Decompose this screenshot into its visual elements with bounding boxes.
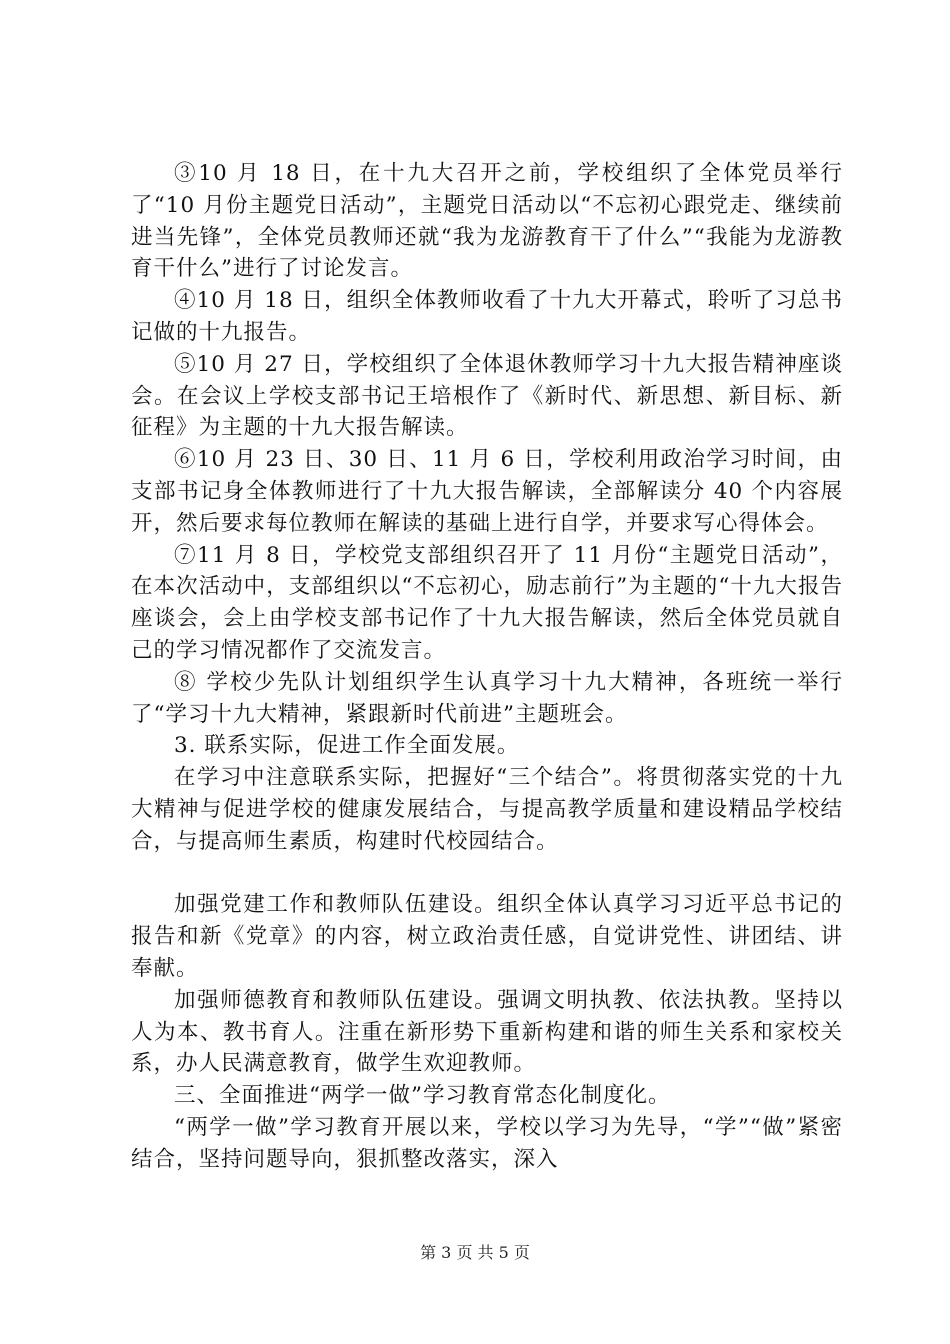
paragraph-teacher-ethics: 加强师德教育和教师队伍建设。强调文明执教、依法执教。坚持以人为本、教书育人。注重在新形势下重新构建和谐的师生关系和家校关系，办人民满意教育，做学生欢迎教师。 (131, 987, 843, 1077)
document-body (131, 158, 843, 1176)
section-heading-three: 三、全面推进“两学一做”学习教育常态化制度化。 (174, 1083, 671, 1109)
paragraph-item-7: ⑦11 月 8 日，学校党支部组织召开了 11 月份“主题党日活动”，在本次活动中，支部组织以“不忘初心，励志前行”为主题的“十九大报告座谈会，会上由学校支部书记作了十九大报告解读，然后全体党员就自己的学习情况都作了交流发言。 (131, 542, 843, 663)
paragraph-item-8: ⑧ 学校少先队计划组织学生认真学习十九大精神，各班统一举行了“学习十九大精神，紧跟新时代前进”主题班会。 (131, 669, 843, 727)
paragraph-item-4: ④10 月 18 日，组织全体教师收看了十九大开幕式，聆听了习总书记做的十九报告。 (131, 288, 843, 345)
paragraph-party-building: 加强党建工作和教师队伍建设。组织全体认真学习习近平总书记的报告和新《党章》的内容，树立政治责任感，自觉讲党性、讲团结、讲奉献。 (131, 892, 843, 981)
page-footer: 第 3 页 共 5 页 (420, 1243, 530, 1262)
section-heading-3: 3. 联系实际，促进工作全面发展。 (174, 733, 520, 759)
paragraph-two-studies: “两学一做”学习教育开展以来，学校以学习为先导，“学”“做”紧密结合，坚持问题导向，狠抓整改落实，深入 (131, 1114, 843, 1172)
paragraph-item-6: ⑥10 月 23 日、30 日、11 月 6 日，学校利用政治学习时间，由支部书记身全体教师进行了十九大报告解读，全部解读分 40 个内容展开，然后要求每位教师在解读的基础上进行自学，并要求写心得体会。 (131, 447, 843, 536)
paragraph-item-5: ⑤10 月 27 日，学校组织了全体退休教师学习十九大报告精神座谈会。在会议上学校支部书记王培根作了《新时代、新思想、新目标、新征程》为主题的十九大报告解读。 (131, 351, 843, 441)
paragraph-item-3: ③10 月 18 日，在十九大召开之前，学校组织了全体党员举行了“10 月份主题党日活动”，主题党日活动以“不忘初心跟党走、继续前进当先锋”，全体党员教师还就“我为龙游教育干了什么”“我能为龙游教育干什么”进行了讨论发言。 (131, 161, 843, 282)
paragraph-three-combinations: 在学习中注意联系实际，把握好“三个结合”。将贯彻落实党的十九大精神与促进学校的健康发展结合，与提高教学质量和建设精品学校结合，与提高师生素质，构建时代校园结合。 (131, 765, 843, 854)
